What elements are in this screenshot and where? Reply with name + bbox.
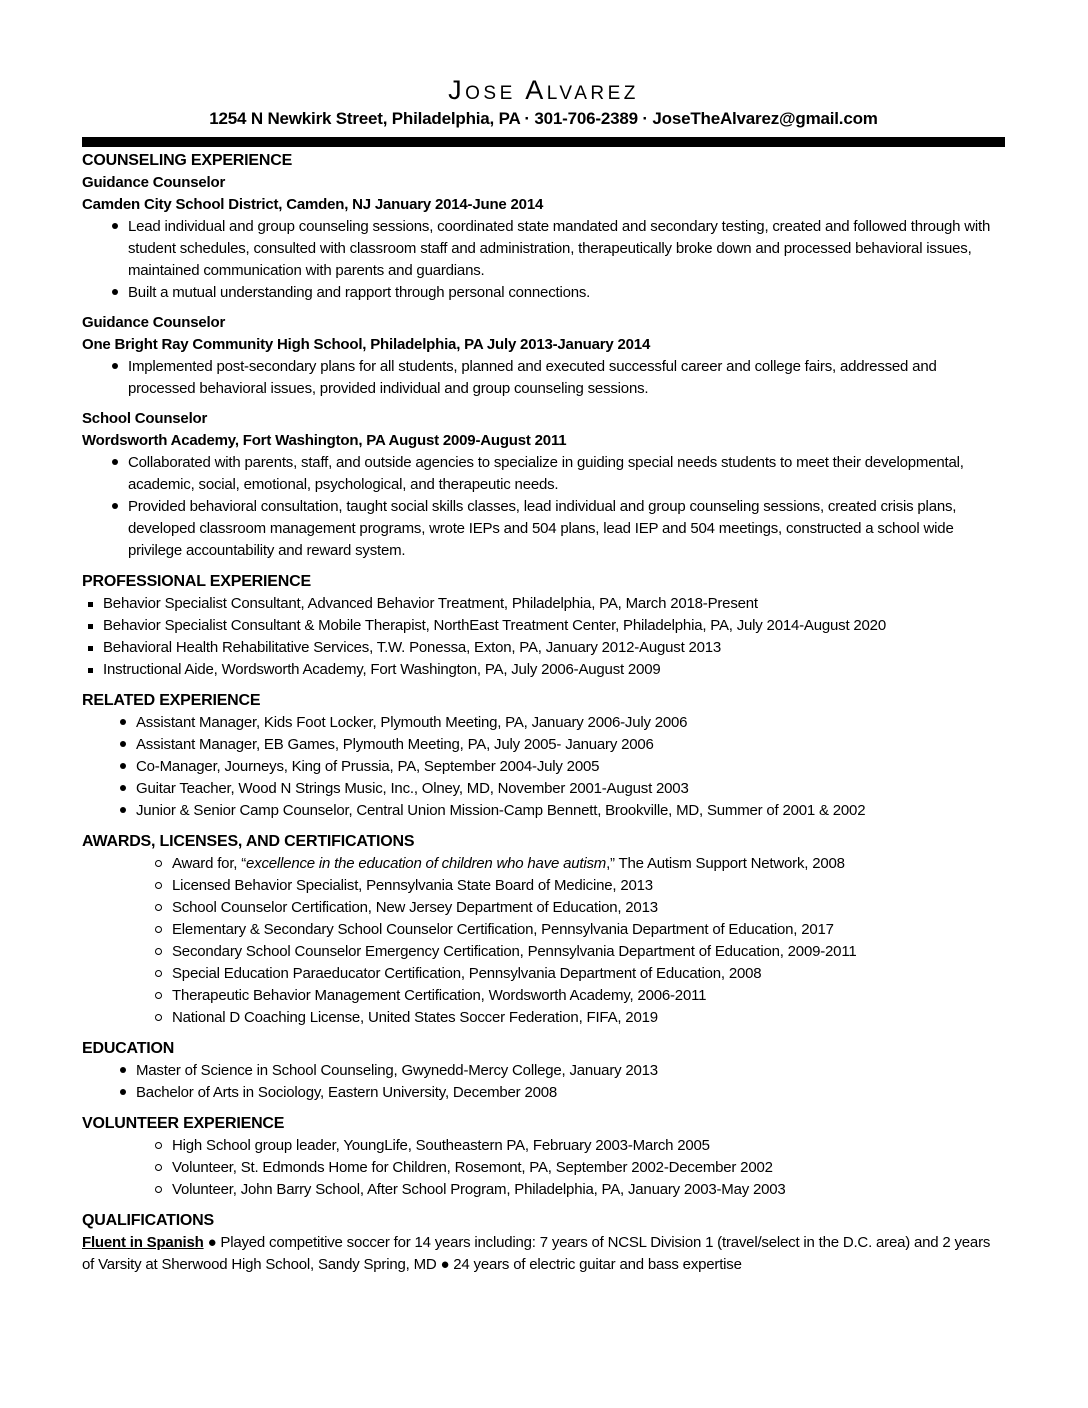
bullet-item <box>82 356 1005 400</box>
bullet-item <box>82 963 1005 985</box>
bullet-text: Junior & Senior Camp Counselor, Central Union Mission-Camp Bennett, Brookville, MD, Summer of 2001 & 2002 <box>136 802 866 819</box>
bullet-text: Assistant Manager, Kids Foot Locker, Plymouth Meeting, PA, January 2006-July 2006 <box>136 714 688 731</box>
section-title: QUALIFICATIONS <box>82 1212 215 1229</box>
contact-line: 1254 N Newkirk Street, Philadelphia, PA · 301-706-2389 · JoseTheAlvarez@gmail.com <box>209 109 878 128</box>
bullet-item <box>82 985 1005 1007</box>
bullet-item <box>82 800 1005 822</box>
bullet-circle-icon <box>155 1014 162 1021</box>
bullet-text: Volunteer, John Barry School, After School Program, Philadelphia, PA, January 2003-May 2003 <box>172 1181 786 1198</box>
bullet-circle-icon <box>155 860 162 867</box>
bullet-item <box>82 1082 1005 1104</box>
bullet-item <box>82 593 1005 615</box>
resume-header <box>82 74 1005 147</box>
bullet-circle-icon <box>155 1186 162 1193</box>
bullet-item <box>82 875 1005 897</box>
text-run: Award for, “ <box>172 855 247 872</box>
bullet-item <box>82 615 1005 637</box>
bullet-text: Master of Science in School Counseling, Gwynedd-Mercy College, January 2013 <box>136 1062 658 1079</box>
bullet-text: Volunteer, St. Edmonds Home for Children, Rosemont, PA, September 2002-December 2002 <box>172 1159 773 1176</box>
bullet-text: National D Coaching License, United States Soccer Federation, FIFA, 2019 <box>172 1009 658 1026</box>
bullet-item <box>82 1060 1005 1082</box>
bullet-item <box>82 1007 1005 1029</box>
bullet-item <box>82 919 1005 941</box>
text-run: ● Played competitive soccer for 14 years including: 7 years of NCSL Division 1 (travel/select in the D.C. area) and 2 years of Varsity at Sherwood High School, Sandy Spring, MD ● 24 years of electric guitar and bass expertise <box>82 1234 991 1273</box>
bullet-text: Elementary & Secondary School Counselor Certification, Pennsylvania Department of Education, 2017 <box>172 921 834 938</box>
job <box>82 312 1005 400</box>
header-divider-bar <box>82 137 1005 147</box>
bullet-text: Behavior Specialist Consultant, Advanced Behavior Treatment, Philadelphia, PA, March 2018-Present <box>103 595 758 612</box>
bullet-text: Licensed Behavior Specialist, Pennsylvania State Board of Medicine, 2013 <box>172 877 653 894</box>
bullet-item <box>82 1135 1005 1157</box>
bullet-item <box>82 941 1005 963</box>
resume-section <box>82 690 1005 822</box>
bullet-item <box>82 1157 1005 1179</box>
bullet-circle-icon <box>155 882 162 889</box>
job-role: Guidance Counselor <box>82 174 226 191</box>
bullet-item <box>82 897 1005 919</box>
bullet-text <box>162 853 845 875</box>
resume-section <box>82 1210 1005 1276</box>
bullet-text: Therapeutic Behavior Management Certification, Wordsworth Academy, 2006-2011 <box>172 987 707 1004</box>
bullet-item <box>82 756 1005 778</box>
bullet-item <box>82 637 1005 659</box>
bullet-text: Implemented post-secondary plans for all students, planned and executed successful career and college fairs, addressed and processed behavioral issues, provided individual and group counseling sessions. <box>128 358 937 397</box>
bullet-text: Bachelor of Arts in Sociology, Eastern University, December 2008 <box>136 1084 558 1101</box>
bullet-circle-icon <box>155 926 162 933</box>
resume-body <box>82 150 1005 1276</box>
bullet-text: Provided behavioral consultation, taught social skills classes, lead individual and group counseling sessions, created crisis plans, developed classroom management programs, wrote IEPs and 504 plans, lead IEP and 504 meetings, constructed a school wide privilege accountability and reward system. <box>128 498 957 559</box>
job-org-dates: Camden City School District, Camden, NJ January 2014-June 2014 <box>82 196 544 213</box>
resume-section <box>82 1113 1005 1201</box>
bullet-item <box>82 712 1005 734</box>
section-title: PROFESSIONAL EXPERIENCE <box>82 573 311 590</box>
bullet-text: Assistant Manager, EB Games, Plymouth Meeting, PA, July 2005- January 2006 <box>136 736 654 753</box>
bullet-item <box>82 496 1005 562</box>
resume-section <box>82 1038 1005 1104</box>
bullet-item <box>82 659 1005 681</box>
bullet-text: Built a mutual understanding and rapport through personal connections. <box>128 284 591 301</box>
text-run: Fluent in Spanish <box>82 1234 204 1251</box>
job-role: School Counselor <box>82 410 208 427</box>
bullet-item <box>82 734 1005 756</box>
bullet-circle-icon <box>155 904 162 911</box>
bullet-circle-icon <box>155 992 162 999</box>
resume-section <box>82 831 1005 1029</box>
resume-section <box>82 150 1005 562</box>
text-run: excellence in the education of children who have autism <box>246 855 607 872</box>
bullet-circle-icon <box>155 1164 162 1171</box>
bullet-circle-icon <box>155 970 162 977</box>
qualifications-paragraph <box>82 1232 1005 1276</box>
bullet-text: Secondary School Counselor Emergency Certification, Pennsylvania Department of Education, 2009-2011 <box>172 943 857 960</box>
text-run: ,” The Autism Support Network, 2008 <box>606 855 845 872</box>
bullet-item <box>82 778 1005 800</box>
bullet-text: Guitar Teacher, Wood N Strings Music, Inc., Olney, MD, November 2001-August 2003 <box>136 780 689 797</box>
job-role: Guidance Counselor <box>82 314 226 331</box>
section-title: RELATED EXPERIENCE <box>82 692 261 709</box>
bullet-item <box>82 1179 1005 1201</box>
bullet-item <box>82 216 1005 282</box>
bullet-text: High School group leader, YoungLife, Southeastern PA, February 2003-March 2005 <box>172 1137 710 1154</box>
section-title: AWARDS, LICENSES, AND CERTIFICATIONS <box>82 833 415 850</box>
section-title: EDUCATION <box>82 1040 175 1057</box>
candidate-name: Jose Alvarez <box>448 75 639 105</box>
bullet-item <box>82 282 1005 304</box>
job-org-dates: One Bright Ray Community High School, Philadelphia, PA July 2013-January 2014 <box>82 336 651 353</box>
section-title: VOLUNTEER EXPERIENCE <box>82 1115 285 1132</box>
job <box>82 172 1005 304</box>
job-org-dates: Wordsworth Academy, Fort Washington, PA August 2009-August 2011 <box>82 432 567 449</box>
bullet-text: Behavioral Health Rehabilitative Services, T.W. Ponessa, Exton, PA, January 2012-August 2013 <box>103 639 722 656</box>
bullet-circle-icon <box>155 1142 162 1149</box>
bullet-text: Instructional Aide, Wordsworth Academy, Fort Washington, PA, July 2006-August 2009 <box>103 661 661 678</box>
bullet-item <box>82 853 1005 875</box>
bullet-text: School Counselor Certification, New Jersey Department of Education, 2013 <box>172 899 658 916</box>
bullet-text: Collaborated with parents, staff, and outside agencies to specialize in guiding special needs students to meet their developmental, academic, social, emotional, psychological, and therapeutic needs. <box>128 454 964 493</box>
bullet-text: Co-Manager, Journeys, King of Prussia, PA, September 2004-July 2005 <box>136 758 600 775</box>
bullet-circle-icon <box>155 948 162 955</box>
bullet-text: Lead individual and group counseling sessions, coordinated state mandated and secondary testing, created and followed through with student schedules, consulted with classroom staff and administration, therapeutically broke down and processed behavioral issues, maintained communication with parents and guardians. <box>128 218 991 279</box>
section-title: COUNSELING EXPERIENCE <box>82 152 293 169</box>
job <box>82 408 1005 562</box>
bullet-text: Behavior Specialist Consultant & Mobile Therapist, NorthEast Treatment Center, Philadelphia, PA, July 2014-August 2020 <box>103 617 886 634</box>
resume-section <box>82 571 1005 681</box>
bullet-item <box>82 452 1005 496</box>
bullet-text: Special Education Paraeducator Certification, Pennsylvania Department of Education, 2008 <box>172 965 762 982</box>
